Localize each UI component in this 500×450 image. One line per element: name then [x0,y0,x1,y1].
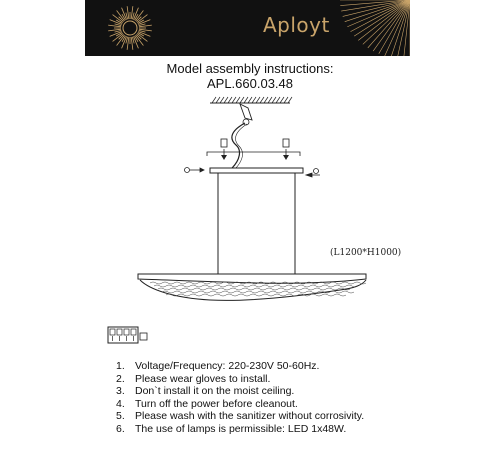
list-item: 2. Please wear gloves to install. [116,372,271,385]
terminal-block-icon [108,327,147,343]
list-item: 5. Please wash with the sanitizer without corrosivity. [116,410,365,423]
list-item: 3. Don`t install it on the moist ceiling. [116,385,295,398]
list-item: 1. Voltage/Frequency: 220-230V 50-60Hz. [116,360,320,372]
led-lamp-panel-icon [138,274,366,300]
ceiling-mount-icon [210,97,292,125]
dimensions-label: (L1200*H1000) [330,248,402,258]
list-item: 6. The use of lamps is permissible: LED 1x48W. [116,422,347,435]
instruction-list [116,360,364,436]
brand-name: Aployt [263,13,330,37]
screw-icon [221,139,289,160]
model-number: APL.660.03.48 [206,76,294,91]
title-line: Model assembly instructions: [166,61,334,76]
list-item: 4. Turn off the power before cleanout. [116,397,298,410]
